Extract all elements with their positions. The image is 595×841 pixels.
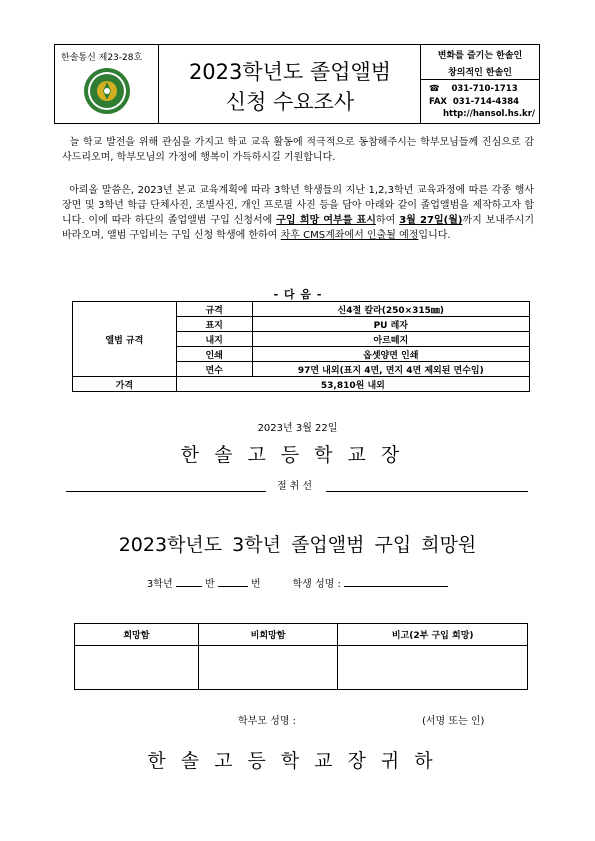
doc-title-line1: 2023학년도 졸업앨범 [188,60,392,84]
phone-icon: ☎ [429,84,440,94]
column-header: 비희망함 [198,624,338,646]
notice-deadline: 3월 27일(월) [399,215,463,226]
spec-label: 인쇄 [176,347,252,362]
student-info-fields [0,575,595,590]
student-name-label: 학생 성명 : [292,579,341,590]
price-value: 53,810원 내외 [176,377,529,392]
fax-number: 031-714-4384 [452,97,520,107]
purchase-choice-table [74,623,528,690]
header-title-cell [159,45,421,123]
principal-signature: 한솔고등학교장 [180,444,415,466]
slogan-line1: 변화를 즐기는 한솔인 [437,51,523,61]
number-field[interactable] [218,576,248,587]
header-box [54,44,540,124]
paragraph-greeting [62,135,534,165]
class-field[interactable] [176,576,202,587]
notice-emphasis-mark: 구입 희망 여부를 표시 [276,215,376,226]
spec-value: PU 레자 [252,317,529,332]
spec-value: 신4절 칼라(250×315㎜) [252,302,529,317]
header-left-cell [55,45,159,123]
issue-date: 2023년 3월 22일 [257,423,338,434]
fax [429,97,519,107]
grade-label: 3학년 [146,579,173,590]
spec-label: 면수 [176,362,252,377]
doc-title-line2: 신청 수요조사 [225,90,355,114]
spec-value: 97면 내외(표지 4면, 면지 4면 제외된 면수임) [252,362,529,377]
column-header: 비고(2부 구입 희망) [338,624,528,646]
addressee: 한솔고등학교장귀하 [147,750,448,772]
table-row [73,377,530,392]
table-row [75,646,528,690]
spec-group-label: 앨범 규격 [73,302,177,377]
notice-text-d: 입니다. [418,230,451,241]
issue-number: 한솔통신 제23-28호 [61,53,143,63]
remarks-cell[interactable] [338,646,528,690]
no-hope-checkbox-cell[interactable] [198,646,338,690]
price-label: 가격 [73,377,177,392]
cut-line-label: 절취선 [277,481,315,492]
telephone-number: 031-710-1713 [451,84,518,94]
greeting-text: 늘 학교 발전을 위해 관심을 가지고 학교 교육 활동에 적극적으로 동참해주시는 학부모님들께 진심으로 감사드리오며, 학부모님의 가정에 행복이 가득하시길 기원합니다. [62,137,535,163]
table-header-row [75,624,528,646]
school-url-link[interactable]: http://hansol.hs.kr/ [442,109,535,119]
column-header: 희망함 [75,624,199,646]
spec-value: 아르떼지 [252,332,529,347]
album-spec-table [72,301,530,392]
notice-text-a: 아뢰올 말씀은, 2023년 본교 교육계획에 따라 3학년 학생들의 지난 1,2,3학년 교육과정에 따른 각종 행사 장면 및 3학년 학급 단체사진, 조별사진, 개인 프로필 사진 등을 담아 아래와 같이 졸업앨범을 제작하고자 합니다. 이에 따라 하단의 졸업앨범 구입 신청서에 [62,185,534,226]
divider [421,79,539,80]
notice-text-b: 하여 [375,215,400,226]
notice-text-c: 까지 보내주시기 바라오며, 앨범 구입비는 구입 신청 학생에 한하여 [62,215,534,241]
cut-line-right [326,491,528,492]
telephone [429,84,518,94]
spec-value: 옵셋양면 인쇄 [252,347,529,362]
section-heading: - 다 음 - [273,288,322,301]
paragraph-notice [62,183,534,243]
school-emblem-icon [83,67,131,119]
signature-hint: (서명 또는 인) [422,716,485,727]
form-title: 2023학년도 3학년 졸업앨범 구입 희망원 [118,534,477,556]
spec-label: 표지 [176,317,252,332]
notice-payment: 차후 CMS계좌에서 인출될 예정 [280,230,419,241]
fax-label: FAX [429,97,447,107]
header-contact-cell [421,45,539,123]
parent-name-label: 학부모 성명 : [238,716,297,727]
slogan-line2: 창의적인 한솔인 [448,68,512,78]
spec-label: 내지 [176,332,252,347]
table-row [73,302,530,317]
spec-label: 규격 [176,302,252,317]
number-label: 번 [251,579,261,590]
cut-line-left [66,491,266,492]
student-name-field[interactable] [344,576,448,587]
hope-checkbox-cell[interactable] [75,646,199,690]
class-label: 반 [204,579,215,590]
